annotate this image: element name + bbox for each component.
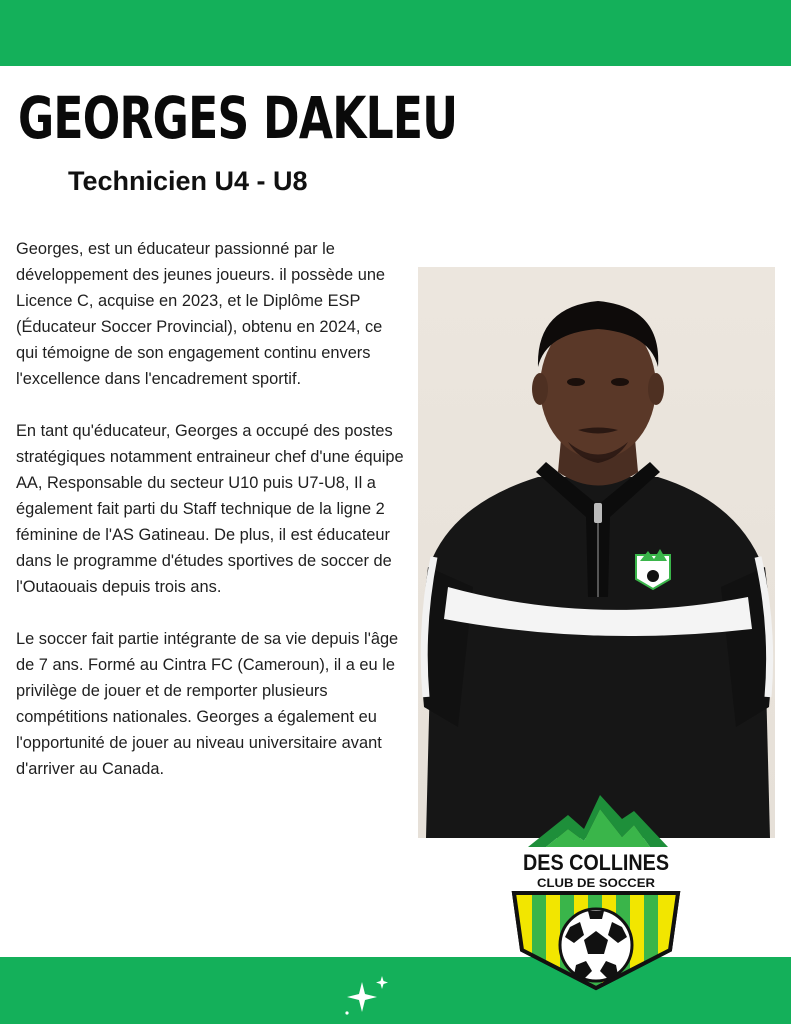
top-green-band	[0, 0, 791, 66]
portrait-illustration	[418, 267, 775, 838]
bio-paragraph: En tant qu'éducateur, Georges a occupé des postes stratégiques notamment entraineur chef d'une équipe AA, Responsable du secteur U10 puis U7-U8, Il a également fait parti du Staff technique de la ligne 2 féminine de l'AS Gatineau. De plus, il est éducateur dans le programme d'études sportives de soccer de l'Outaouais depuis trois ans.	[16, 422, 404, 596]
person-name: GEORGES DAKLEU	[18, 84, 458, 152]
person-role: Technicien U4 - U8	[68, 166, 308, 196]
bio-paragraph: Le soccer fait partie intégrante de sa vie depuis l'âge de 7 ans. Formé au Cintra FC (Cameroun), il a eu le privilège de jouer et de remporter plusieurs compétitions nationales. Georges a également eu l'opportunité de jouer au niveau universitaire avant d'arriver au Canada.	[16, 630, 399, 778]
biography	[16, 236, 408, 808]
club-logo	[510, 785, 682, 991]
portrait-photo	[418, 267, 775, 838]
sparkle-icon	[340, 972, 394, 1022]
logo-title: DES COLLINES	[523, 850, 669, 875]
bio-paragraph: Georges, est un éducateur passionné par le développement des jeunes joueurs. il possède une Licence C, acquise en 2023, et le Diplôme ESP (Éducateur Soccer Provincial), obtenu en 2024, ce qui témoigne de son engagement continu envers l'excellence dans l'encadrement sportif.	[16, 240, 386, 388]
logo-subtitle: CLUB DE SOCCER	[537, 878, 656, 890]
des-collines-crest	[510, 785, 682, 991]
